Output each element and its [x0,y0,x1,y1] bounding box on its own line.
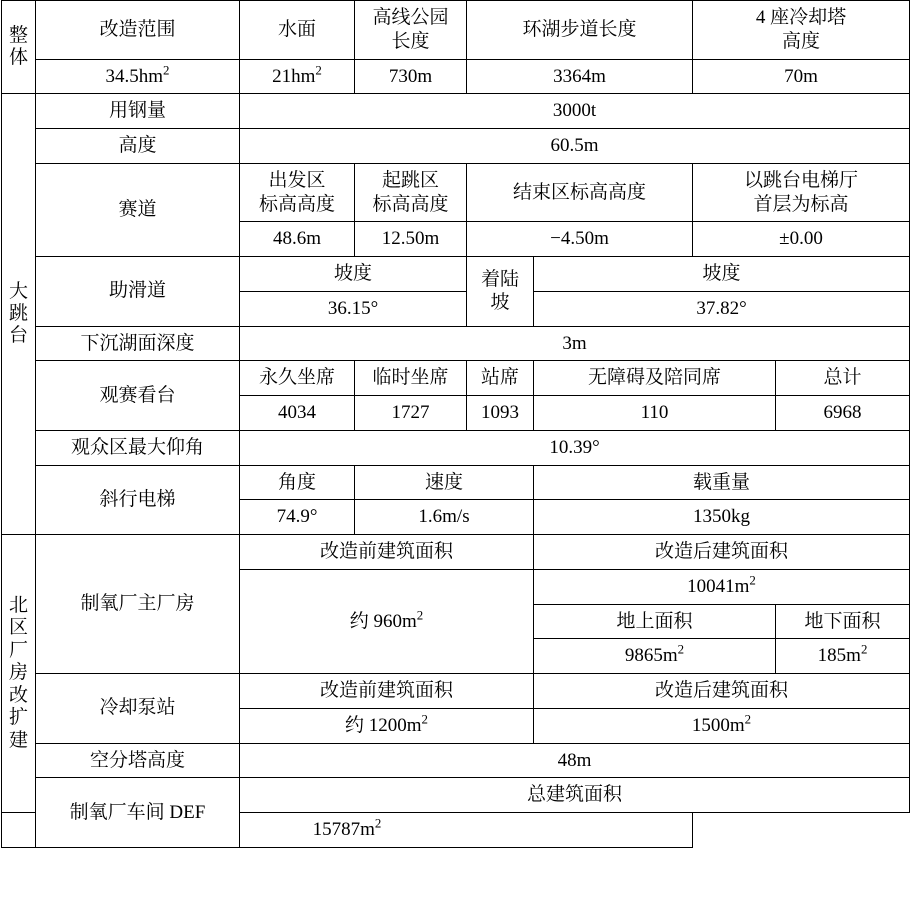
cell-start-zone-elev-label: 出发区 标高高度 [240,163,355,222]
cell-takeoff-zone-elev-label: 起跳区 标高高度 [355,163,467,222]
cell-temporary-seats-label: 临时坐席 [355,361,467,396]
cell-height-label: 高度 [36,129,240,164]
cell-accessible-seats-label: 无障碍及陪同席 [534,361,776,396]
group-label-northplant: 北区厂房改扩建 [2,535,36,813]
cell-inclined-elevator-label: 斜行电梯 [36,465,240,535]
cell-pump-after-area-value: $1500m^2$ [534,708,910,743]
cell-inrun-slope-value: 36.15° [240,291,467,326]
table-row [2,129,910,164]
cell-landing-slope-label: 着陆 坡 [467,257,534,327]
table-row [2,778,910,813]
cell-total-seats-label: 总计 [776,361,910,396]
cell-water-surface-value: $21hm^2$ [240,59,355,94]
table-row [2,94,910,129]
cell-end-zone-elev-label: 结束区标高高度 [467,163,693,222]
cell-inrun-slope-label: 坡度 [240,257,467,292]
cell-total-seats-value: 6968 [776,396,910,431]
table-row [2,674,910,709]
cell-cooling-tower-height-label: 4 座冷却塔 高度 [693,1,910,60]
cell-workshop-total-area-label: 总建筑面积 [240,778,910,813]
cell-steel-usage-label: 用钢量 [36,94,240,129]
cell-inrun-label: 助滑道 [36,257,240,327]
cell-accessible-seats-value: 110 [534,396,776,431]
group-label-overall: 整体 [2,1,36,94]
cell-grandstand-label: 观赛看台 [36,361,240,431]
table-row [2,535,910,570]
cell-oxygen-plant-main-label: 制氧厂主厂房 [36,535,240,674]
table-row [2,257,910,292]
spec-table [1,0,910,848]
table-row [2,430,910,465]
cell-elevator-load-label: 载重量 [534,465,910,500]
table-row [2,361,910,396]
cell-elevator-load-value: 1350kg [534,500,910,535]
cell-steel-usage-value: 3000t [240,94,910,129]
cell-permanent-seats-value: 4034 [240,396,355,431]
cell-water-surface-label: 水面 [240,1,355,60]
cell-elevator-lobby-datum-value: ±0.00 [693,222,910,257]
cell-underground-area-value: $185m^2$ [776,639,910,674]
cell-elevator-angle-label: 角度 [240,465,355,500]
cell-lake-depth-value: 3m [240,326,910,361]
cell-lake-depth-label: 下沉湖面深度 [36,326,240,361]
cell-max-elevation-angle-value: 10.39° [240,430,910,465]
cell-standing-seats-value: 1093 [467,396,534,431]
table-row [2,465,910,500]
cell-elevator-lobby-datum-label: 以跳台电梯厅 首层为标高 [693,163,910,222]
cell-cooling-pump-station-label: 冷却泵站 [36,674,240,744]
cell-landing-slope-value: 37.82° [534,291,910,326]
cell-track-label: 赛道 [36,163,240,256]
table-row [2,743,910,778]
cell-takeoff-zone-elev-value: 12.50m [355,222,467,257]
cell-above-ground-area-value: $9865m^2$ [534,639,776,674]
cell-oxygen-before-area-value: 约 $960m^2$ [240,569,534,673]
cell-pump-after-area-label: 改造后建筑面积 [534,674,910,709]
cell-elevator-speed-value: 1.6m/s [355,500,534,535]
cell-permanent-seats-label: 永久坐席 [240,361,355,396]
cell-standing-seats-label: 站席 [467,361,534,396]
cell-underground-area-label: 地下面积 [776,604,910,639]
cell-oxygen-workshop-def-label: 制氧厂车间 DEF [36,778,240,848]
cell-temporary-seats-value: 1727 [355,396,467,431]
cell-elevator-speed-label: 速度 [355,465,534,500]
cell-elevator-angle-value: 74.9° [240,500,355,535]
cell-max-elevation-angle-label: 观众区最大仰角 [36,430,240,465]
cell-oxygen-after-area-label: 改造后建筑面积 [534,535,910,570]
cell-air-separation-tower-height-label: 空分塔高度 [36,743,240,778]
cell-renovation-scope-label: 改造范围 [36,1,240,60]
cell-height-value: 60.5m [240,129,910,164]
cell-cooling-tower-height-value: 70m [693,59,910,94]
cell-oxygen-after-total-value: $10041m^2$ [534,569,910,604]
cell-pump-before-area-label: 改造前建筑面积 [240,674,534,709]
cell-highline-park-length-value: 730m [355,59,467,94]
table-row [2,326,910,361]
cell-lake-trail-length-label: 环湖步道长度 [467,1,693,60]
cell-lake-trail-length-value: 3364m [467,59,693,94]
table-row [2,163,910,222]
cell-air-separation-tower-height-value: 48m [240,743,910,778]
group-label-bigjump: 大跳台 [2,94,36,535]
cell-end-zone-elev-value: −4.50m [467,222,693,257]
cell-above-ground-area-label: 地上面积 [534,604,776,639]
table-row [2,1,910,60]
cell-landing-slope-title: 坡度 [534,257,910,292]
cell-start-zone-elev-value: 48.6m [240,222,355,257]
table-row [2,59,910,94]
cell-highline-park-length-label: 高线公园 长度 [355,1,467,60]
cell-pump-before-area-value: 约 $1200m^2$ [240,708,534,743]
cell-workshop-total-area-value: $15787m^2$ [2,813,693,848]
cell-oxygen-before-area-label: 改造前建筑面积 [240,535,534,570]
cell-renovation-scope-value: $34.5hm^2$ [36,59,240,94]
